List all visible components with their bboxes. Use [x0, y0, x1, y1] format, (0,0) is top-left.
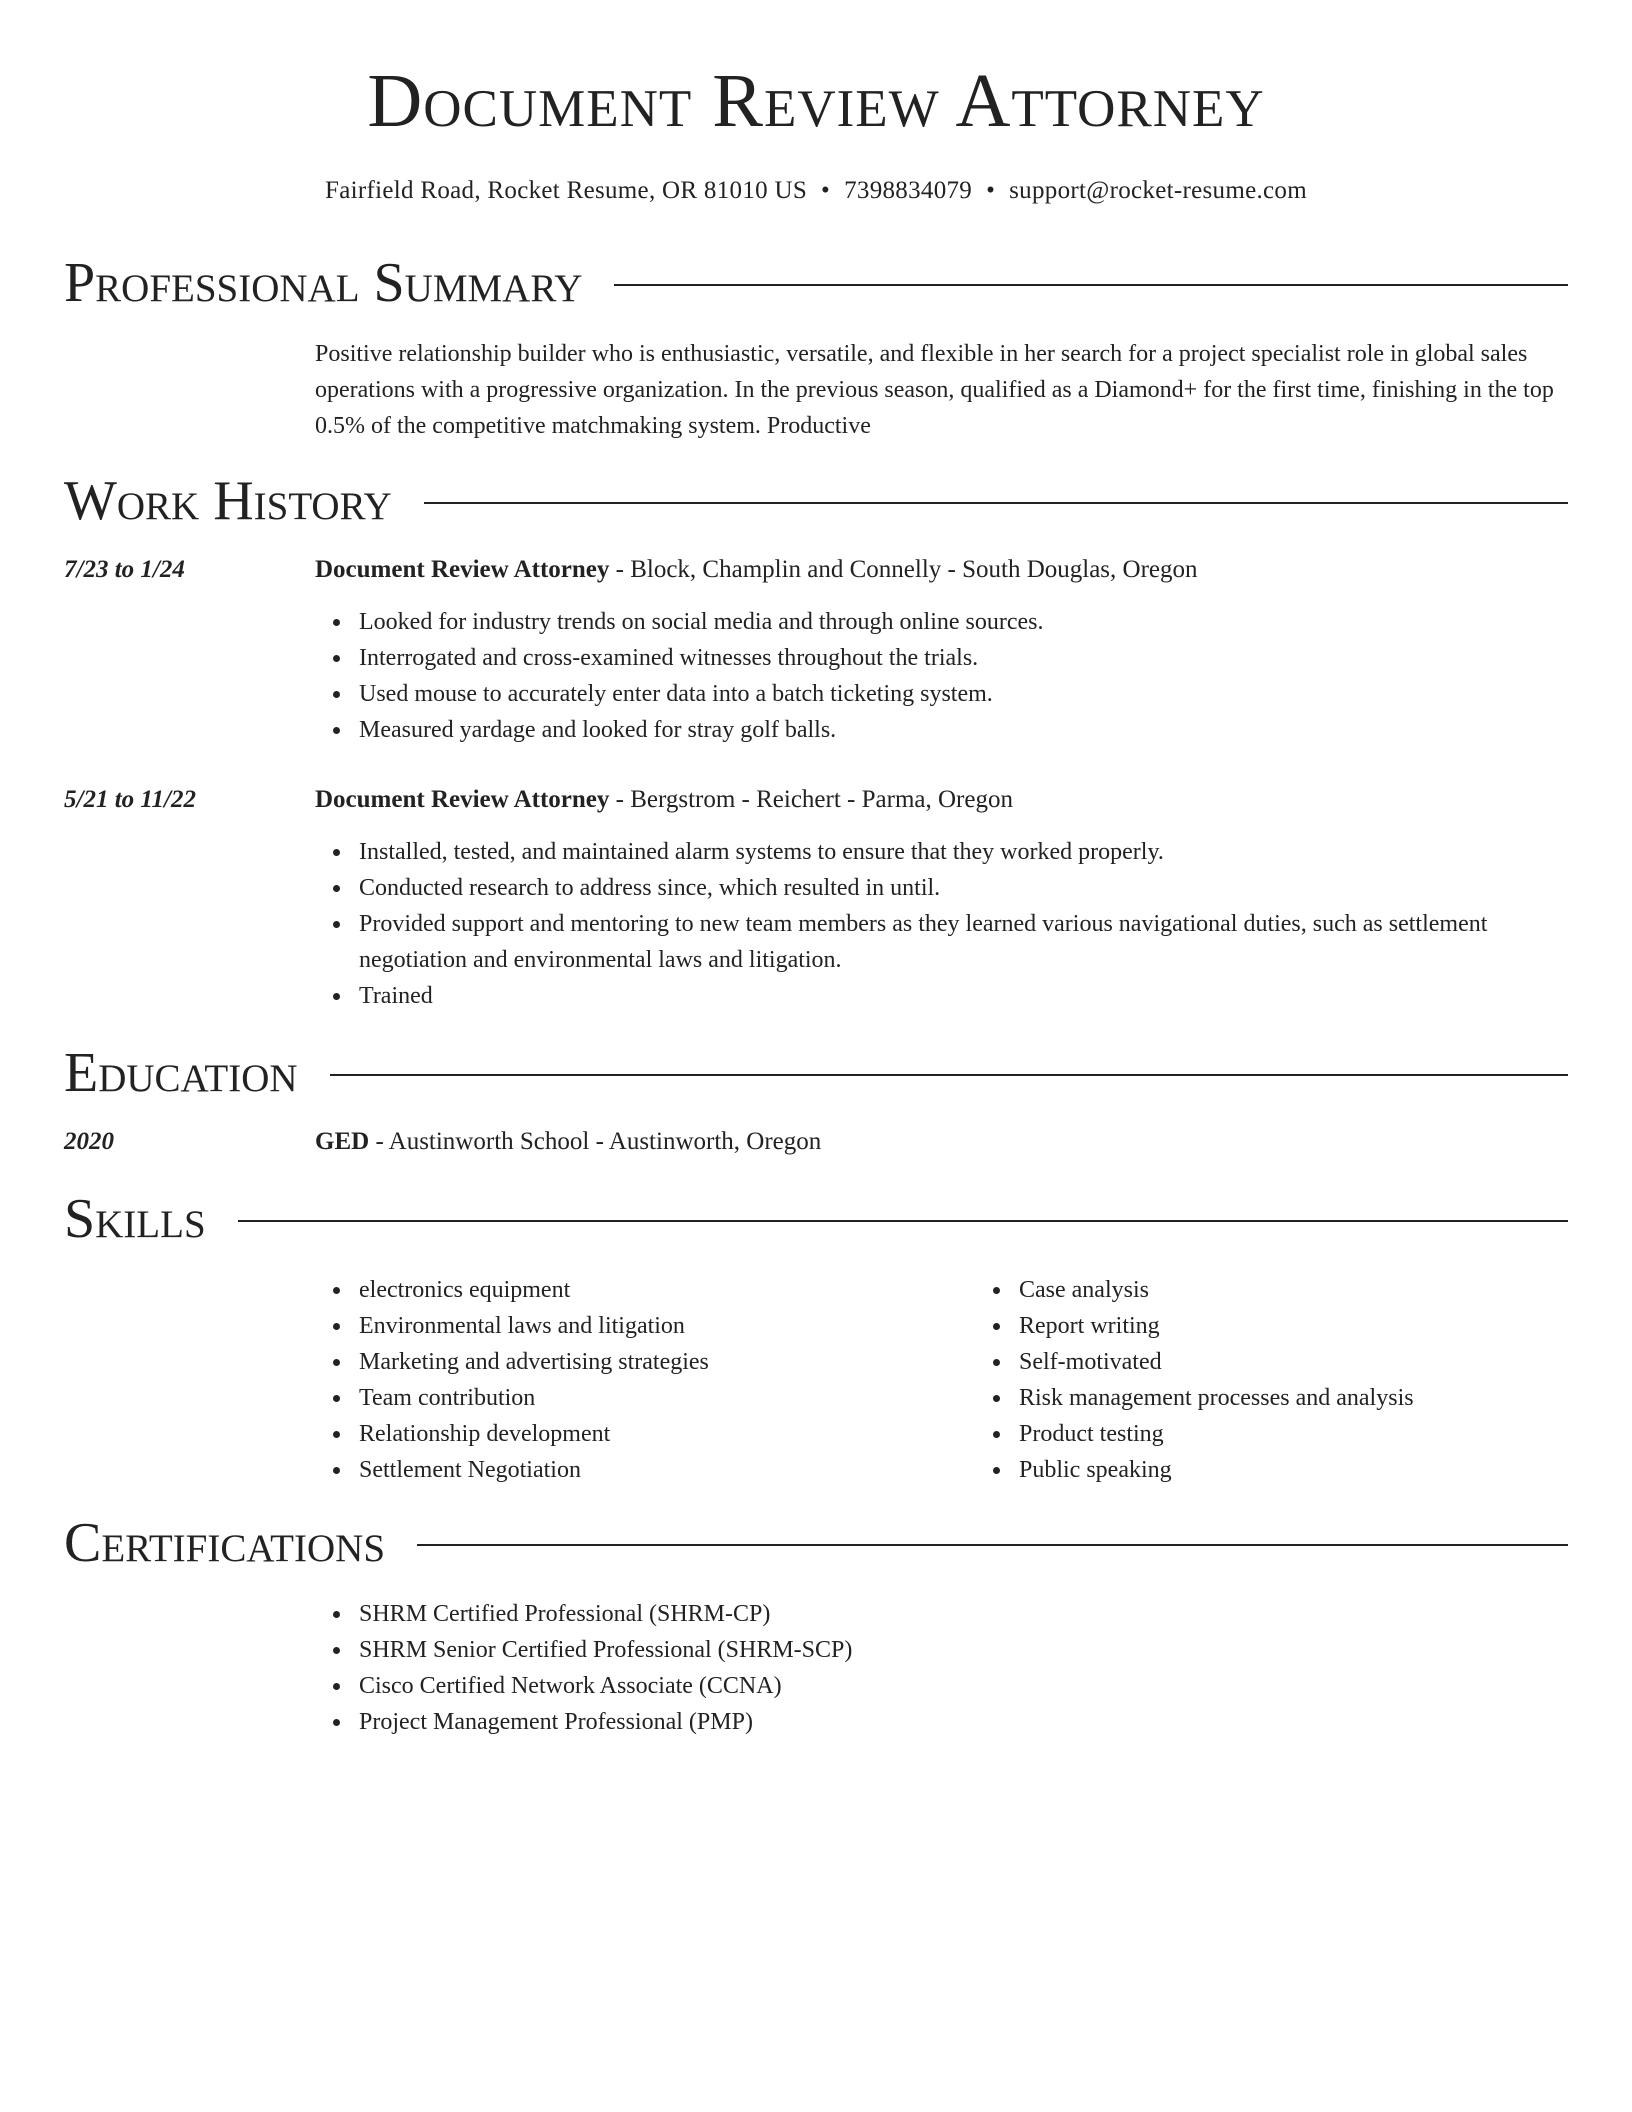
section-divider	[238, 1220, 1568, 1222]
job-body	[315, 782, 1568, 1014]
education-details: - Austinworth School - Austinworth, Oregon	[369, 1128, 822, 1155]
summary-section	[64, 252, 1568, 444]
summary-header	[64, 252, 1568, 314]
job-body	[315, 552, 1568, 748]
job-bullets	[315, 834, 1568, 1014]
section-title: Education	[64, 1042, 298, 1104]
job-details: - Block, Champlin and Connelly - South Douglas, Oregon	[609, 556, 1198, 583]
list-item: Risk management processes and analysis	[1019, 1380, 1632, 1416]
job-entry	[64, 782, 1568, 1014]
work-history-header	[64, 470, 1568, 532]
list-item: Cisco Certified Network Associate (CCNA)	[359, 1668, 852, 1704]
skills-list-left	[315, 1272, 975, 1488]
skills-row	[64, 1272, 1568, 1488]
job-title: Document Review Attorney	[315, 786, 610, 813]
job-entry	[64, 552, 1568, 748]
list-item: Used mouse to accurately enter data into a batch ticketing system.	[359, 676, 1568, 712]
skills-spacer	[64, 1272, 315, 1488]
section-title: Professional Summary	[64, 252, 583, 314]
skills-list-right	[975, 1272, 1632, 1488]
contact-email: support@rocket-resume.com	[1009, 177, 1307, 204]
contact-line	[64, 174, 1568, 208]
summary-row	[64, 336, 1568, 444]
education-year: 2020	[64, 1128, 114, 1155]
section-divider	[330, 1074, 1568, 1076]
certifications-header	[64, 1512, 1568, 1574]
skills-header	[64, 1188, 1568, 1250]
list-item: Public speaking	[1019, 1452, 1632, 1488]
education-section	[64, 1042, 1568, 1160]
contact-address: Fairfield Road, Rocket Resume, OR 81010 US	[325, 177, 808, 204]
summary-text: Positive relationship builder who is enthusiastic, versatile, and flexible in her search for a project specialist role in global sales operations with a progressive organization. In the previous season, qualified as a Diamond+ for the first time, finishing in the top 0.5% of the competitive matchmaking system. Productive	[315, 341, 1554, 439]
job-dates: 7/23 to 1/24	[64, 556, 185, 583]
education-header	[64, 1042, 1568, 1104]
contact-separator: •	[986, 177, 996, 204]
list-item: Settlement Negotiation	[359, 1452, 975, 1488]
list-item: Report writing	[1019, 1308, 1632, 1344]
list-item: Provided support and mentoring to new team members as they learned various navigational duties, such as settlement negotiation and environmental laws and litigation.	[359, 906, 1568, 978]
certifications-list	[315, 1596, 852, 1740]
list-item: Self-motivated	[1019, 1344, 1632, 1380]
section-divider	[614, 284, 1568, 286]
list-item: electronics equipment	[359, 1272, 975, 1308]
contact-separator: •	[821, 177, 831, 204]
list-item: Interrogated and cross-examined witnesses throughout the trials.	[359, 640, 1568, 676]
list-item: Product testing	[1019, 1416, 1632, 1452]
list-item: Measured yardage and looked for stray golf balls.	[359, 712, 1568, 748]
list-item: Trained	[359, 978, 1568, 1014]
education-heading	[315, 1124, 1568, 1160]
list-item: Environmental laws and litigation	[359, 1308, 975, 1344]
list-item: Relationship development	[359, 1416, 975, 1452]
job-dates: 5/21 to 11/22	[64, 786, 196, 813]
list-item: SHRM Certified Professional (SHRM-CP)	[359, 1596, 852, 1632]
skills-grid	[315, 1272, 1632, 1488]
list-item: Marketing and advertising strategies	[359, 1344, 975, 1380]
list-item: Looked for industry trends on social media and through online sources.	[359, 604, 1568, 640]
job-bullets	[315, 604, 1568, 748]
job-heading	[315, 782, 1568, 818]
work-history-section	[64, 470, 1568, 1014]
education-entry	[64, 1124, 1568, 1160]
list-item: Project Management Professional (PMP)	[359, 1704, 852, 1740]
job-details: - Bergstrom - Reichert - Parma, Oregon	[609, 786, 1013, 813]
skills-section	[64, 1188, 1568, 1488]
certifications-spacer	[64, 1596, 315, 1740]
certifications-section	[64, 1512, 1568, 1740]
job-heading	[315, 552, 1568, 588]
job-title: Document Review Attorney	[315, 556, 610, 583]
section-divider	[417, 1544, 1568, 1546]
list-item: SHRM Senior Certified Professional (SHRM-SCP)	[359, 1632, 852, 1668]
contact-phone: 7398834079	[844, 177, 973, 204]
education-degree: GED	[315, 1128, 370, 1155]
list-item: Conducted research to address since, which resulted in until.	[359, 870, 1568, 906]
section-divider	[424, 502, 1568, 504]
summary-spacer	[64, 336, 315, 444]
resume-name: Document Review Attorney	[367, 59, 1265, 143]
section-title: Work History	[64, 470, 392, 532]
list-item: Installed, tested, and maintained alarm systems to ensure that they worked properly.	[359, 834, 1568, 870]
certifications-row	[64, 1596, 1568, 1740]
list-item: Team contribution	[359, 1380, 975, 1416]
section-title: Skills	[64, 1188, 206, 1250]
section-title: Certifications	[64, 1512, 386, 1574]
list-item: Case analysis	[1019, 1272, 1632, 1308]
